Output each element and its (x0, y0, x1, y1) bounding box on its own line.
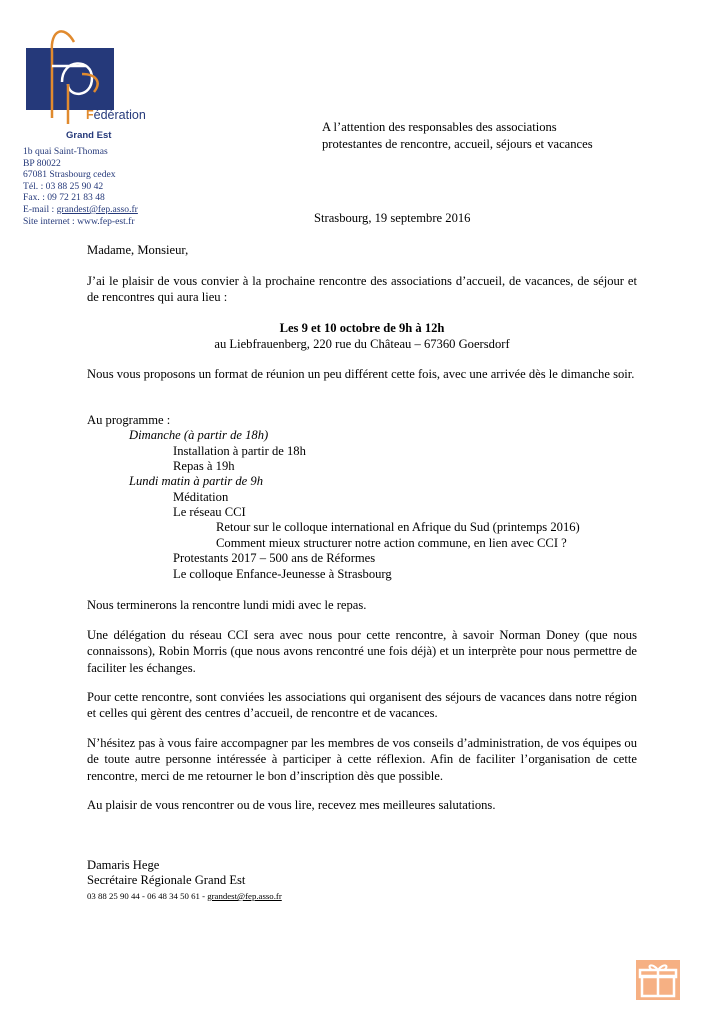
program-item: Protestants 2017 – 500 ans de Réformes (173, 551, 376, 565)
end-paragraph: Nous terminerons la rencontre lundi midi avec le repas. (87, 598, 367, 612)
accompany-paragraph: N’hésitez pas à vous faire accompagner par les membres de vos conseils d’administration, de vos équipes ou de toute autre personne intéressée à participer à cette réflexion. Afin de faciliter l’organisation de cette rencontre, merci de me retourner le bon d’inscription dès que possible. (87, 736, 637, 783)
program-subitem: Comment mieux structurer notre action commune, en lien avec CCI ? (216, 536, 567, 550)
signatory-contact: 03 88 25 90 44 - 06 48 34 50 61 - grandest@fep.asso.fr (87, 891, 282, 901)
signature-email-link[interactable]: grandest@fep.asso.fr (207, 891, 282, 901)
format-paragraph: Nous vous proposons un format de réunion un peu différent cette fois, avec une arrivée dès le dimanche soir. (87, 367, 635, 381)
contact-line: Tél. : 03 88 25 90 42 (23, 180, 104, 192)
gift-icon (636, 960, 680, 1000)
invited-paragraph: Pour cette rencontre, sont conviées les associations qui organisent des séjours de vacances dans notre région et celles qui gèrent des centres d’accueil, de rencontre et de vacances. (87, 690, 637, 721)
contact-line: 67081 Strasbourg cedex (23, 169, 116, 181)
contact-block (23, 146, 138, 227)
email-link[interactable]: grandest@fep.asso.fr (56, 203, 138, 215)
recipient-line: protestantes de rencontre, accueil, séjours et vacances (322, 137, 593, 151)
closing-paragraph: Au plaisir de vous rencontrer ou de vous lire, recevez mes meilleures salutations. (87, 798, 496, 812)
contact-line: Fax. : 09 72 21 83 48 (23, 192, 105, 204)
recipient-line: A l’attention des responsables des associations (322, 120, 557, 134)
signatory-title: Secrétaire Régionale Grand Est (87, 873, 246, 887)
fep-logo (22, 22, 174, 130)
program-day1: Dimanche (à partir de 18h) (129, 428, 269, 442)
contact-website[interactable]: Site internet : www.fep-est.fr (23, 215, 135, 227)
program-item: Le colloque Enfance-Jeunesse à Strasbourg (173, 567, 392, 581)
recipient-block (322, 119, 593, 153)
program-subitem: Retour sur le colloque international en Afrique du Sud (printemps 2016) (216, 520, 580, 534)
program-day2: Lundi matin à partir de 9h (129, 474, 263, 488)
signatory-name: Damaris Hege (87, 858, 160, 872)
contact-line: BP 80022 (23, 157, 61, 169)
program-item: Installation à partir de 18h (173, 444, 306, 458)
intro-paragraph: J’ai le plaisir de vous convier à la prochaine rencontre des associations d’accueil, de vacances, de séjour et de rencontres qui aura lieu : (87, 274, 637, 305)
logo-wordmark: Fédération (86, 108, 146, 122)
program-item: Repas à 19h (173, 459, 235, 473)
contact-line: 1b quai Saint-Thomas (23, 146, 108, 157)
region-name: Grand Est (66, 130, 112, 141)
program-heading: Au programme : (87, 413, 171, 427)
event-dates: Les 9 et 10 octobre de 9h à 12h (279, 321, 445, 335)
contact-email: E-mail : grandest@fep.asso.fr (23, 203, 138, 215)
delegation-paragraph: Une délégation du réseau CCI sera avec nous pour cette rencontre, à savoir Norman Doney (que nous connaissons), Robin Morris (que nous avons rencontré une fois déjà) et un interprète pour nous permettre de faciliter les échanges. (87, 628, 637, 675)
letter-date: Strasbourg, 19 septembre 2016 (314, 211, 471, 225)
event-place: au Liebfrauenberg, 220 rue du Château – 67360 Goersdorf (214, 337, 510, 351)
salutation: Madame, Monsieur, (87, 243, 189, 257)
program-item: Méditation (173, 490, 229, 504)
program-item: Le réseau CCI (173, 505, 246, 519)
